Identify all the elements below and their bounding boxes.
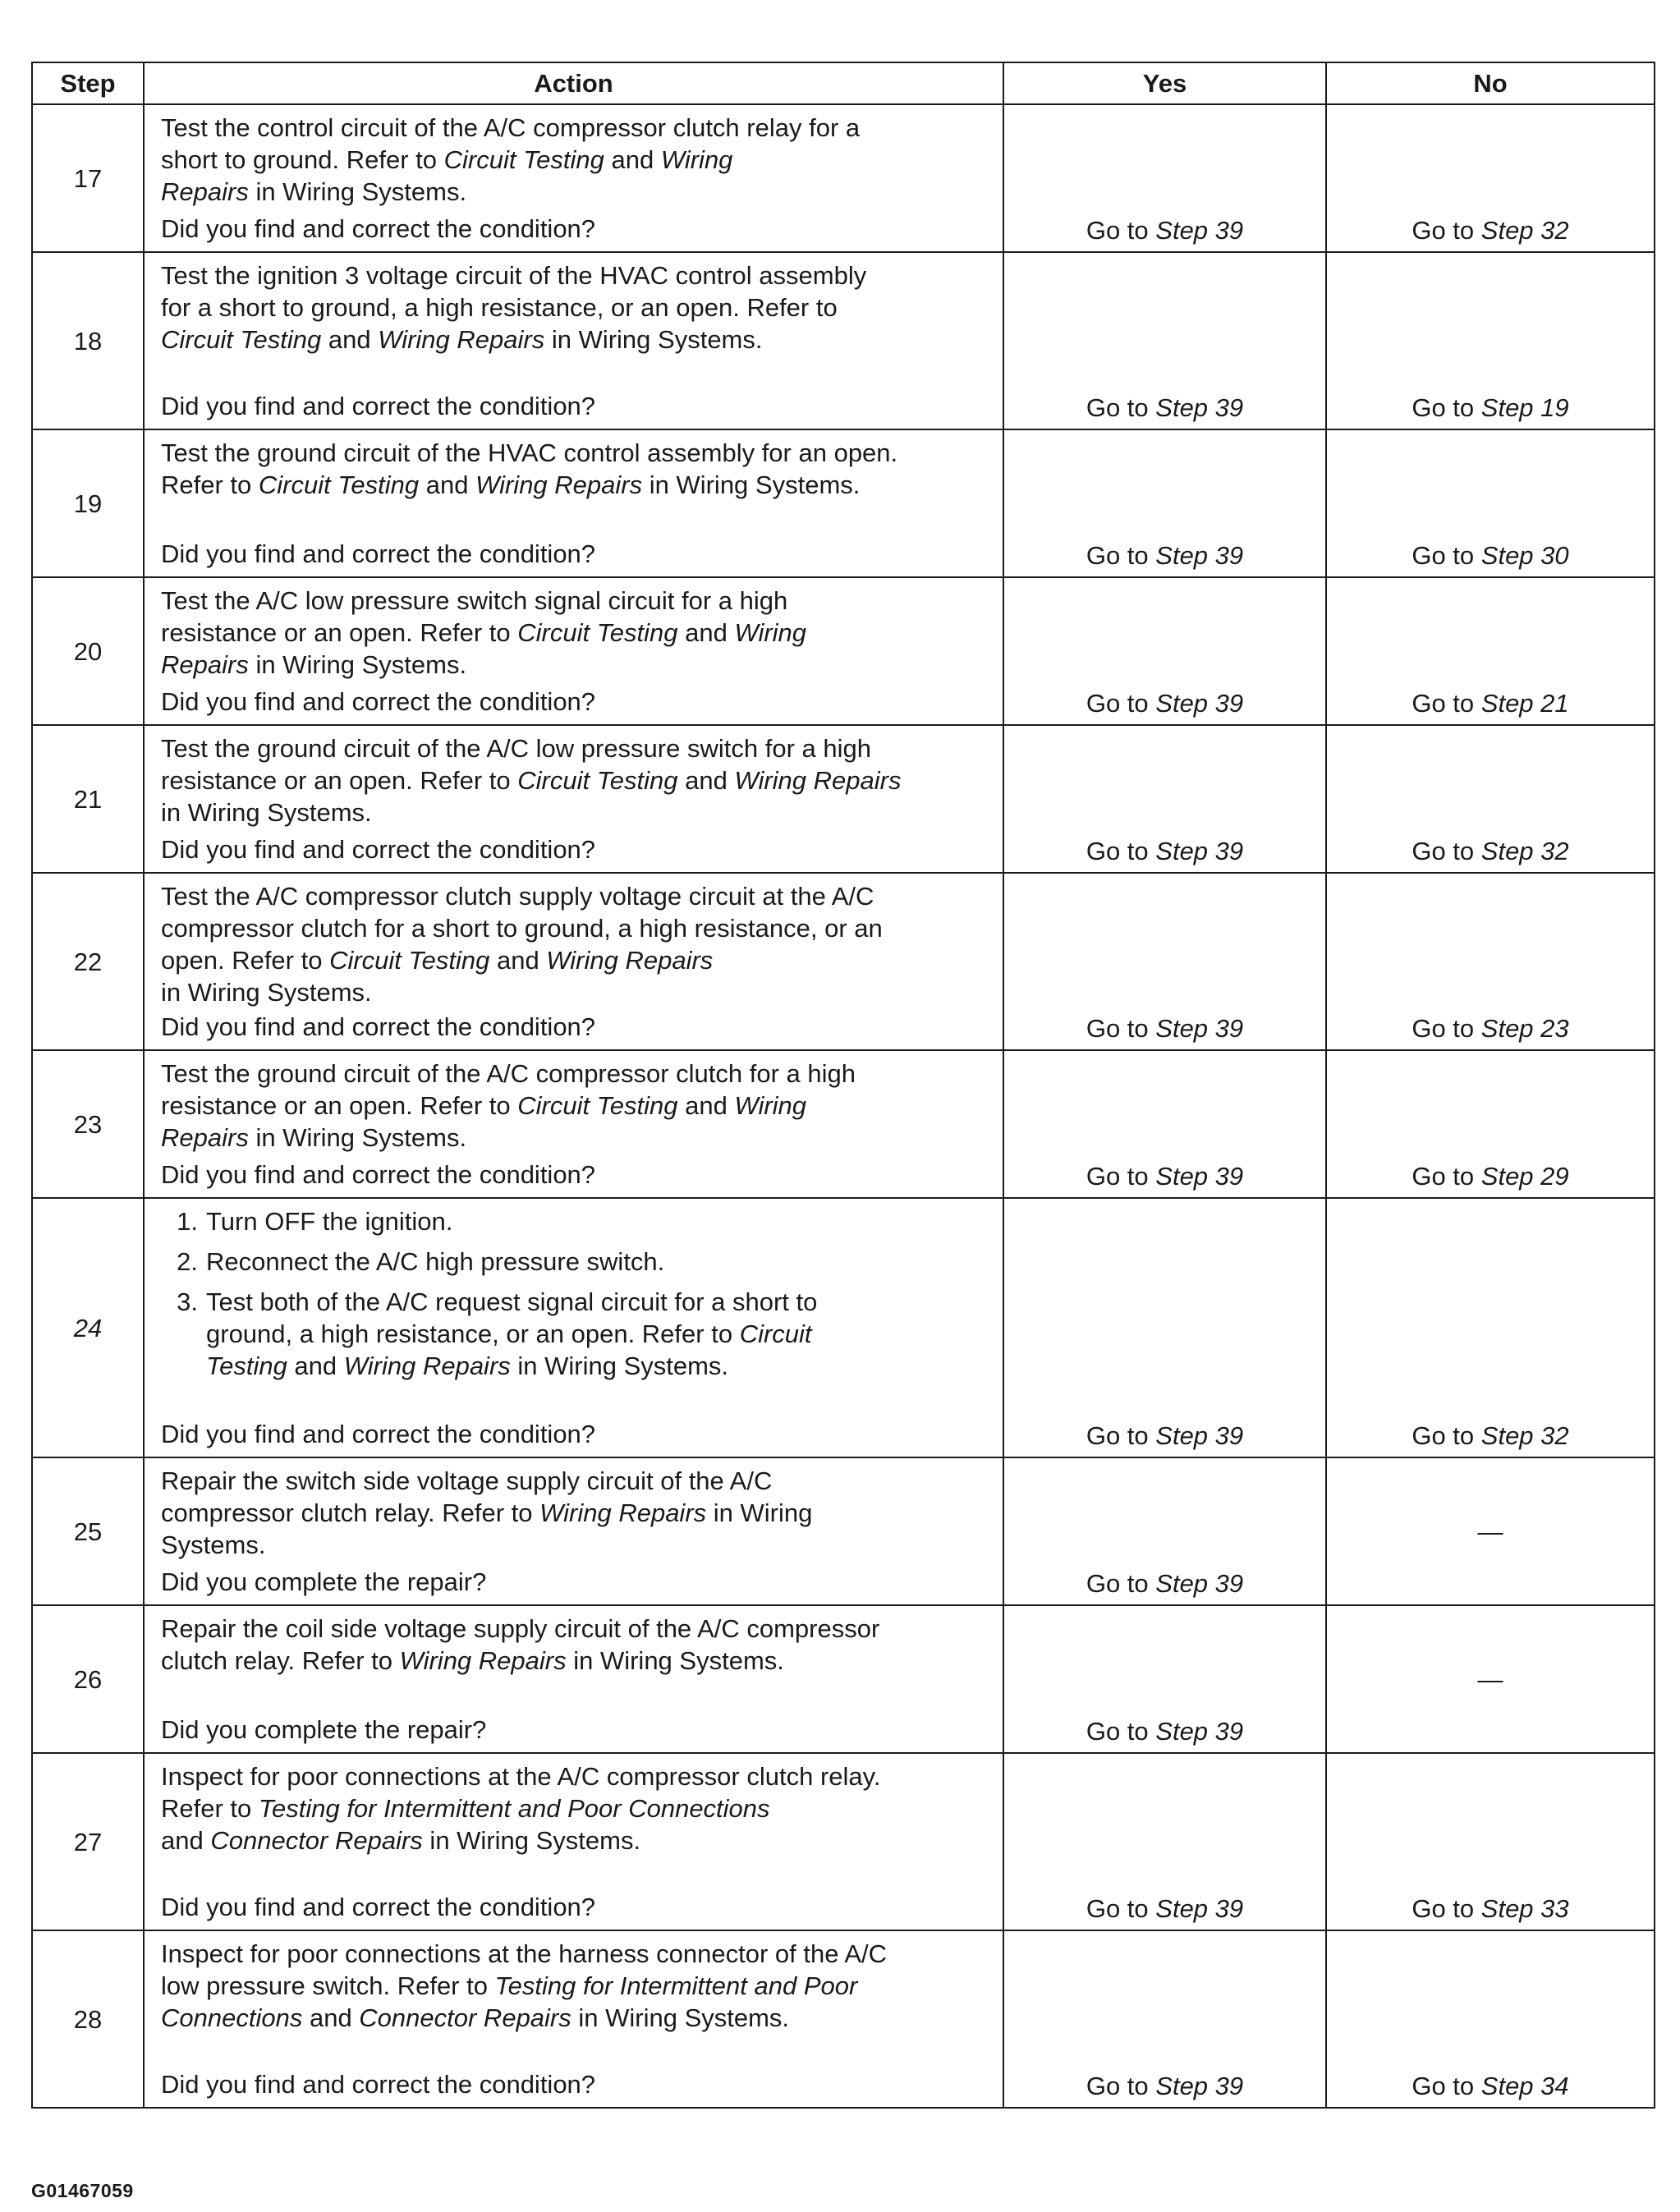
action-content xyxy=(145,726,1003,870)
no-goto-prefix: Go to xyxy=(1411,689,1481,718)
action-instruction: Test the A/C compressor clutch supply voltage circuit at the A/C compressor clutch for a short to ground, a high resistance, or an open. Refer to Circuit Testing and Wiring Repairs in Wiring Systems. xyxy=(161,882,883,1007)
yes-step-reference[interactable]: Step 39 xyxy=(1155,1421,1244,1450)
yes-goto-prefix: Go to xyxy=(1086,1894,1156,1923)
substep xyxy=(161,1286,994,1382)
action-instruction: Test the ground circuit of the A/C low pressure switch for a high resistance or an open. Refer to Circuit Testing and Wiring Repairs in Wiring Systems. xyxy=(161,734,902,827)
yes-cell xyxy=(1003,873,1326,1050)
substep-text: Reconnect the A/C high pressure switch. xyxy=(206,1247,665,1276)
yes-goto-prefix: Go to xyxy=(1086,689,1156,718)
yes-step-reference[interactable]: Step 39 xyxy=(1155,837,1244,865)
action-question: Did you find and correct the condition? xyxy=(161,2070,596,2099)
action-instruction: Repair the coil side voltage supply circuit of the A/C compressor clutch relay. Refer to Wiring Repairs in Wiring Systems. xyxy=(161,1614,880,1675)
yes-step-reference[interactable]: Step 39 xyxy=(1155,216,1244,245)
diagnostic-table-page xyxy=(31,62,1654,2109)
action-instruction: Repair the switch side voltage supply circuit of the A/C compressor clutch relay. Refer to Wiring Repairs in Wiring Systems. xyxy=(161,1466,813,1559)
yes-step-reference[interactable]: Step 39 xyxy=(1155,689,1244,718)
no-not-applicable: — xyxy=(1326,1605,1655,1753)
header-step: Step xyxy=(32,62,144,104)
action-question: Did you find and correct the condition? xyxy=(161,539,596,568)
substep-text: Turn OFF the ignition. xyxy=(206,1207,453,1236)
yes-cell xyxy=(1003,1930,1326,2108)
action-instruction: Test the ground circuit of the HVAC control assembly for an open. Refer to Circuit Testing and Wiring Repairs in Wiring Systems. xyxy=(161,438,898,499)
substep xyxy=(161,1246,994,1278)
table-row xyxy=(32,1930,1655,2108)
action-instruction: Test the A/C low pressure switch signal circuit for a high resistance or an open. Refer to Circuit Testing and Wiring Repairs in Wiring Systems. xyxy=(161,586,807,679)
yes-step-reference[interactable]: Step 39 xyxy=(1155,1014,1244,1043)
step-number: 19 xyxy=(32,429,144,577)
no-cell xyxy=(1326,1050,1655,1198)
no-step-reference[interactable]: Step 21 xyxy=(1480,689,1569,718)
action-cell xyxy=(144,577,1003,725)
no-goto-prefix: Go to xyxy=(1411,393,1481,422)
no-step-reference[interactable]: Step 34 xyxy=(1480,2072,1569,2100)
action-cell xyxy=(144,104,1003,252)
yes-goto-prefix: Go to xyxy=(1086,1162,1156,1191)
yes-cell xyxy=(1003,577,1326,725)
substep-number: 1. xyxy=(177,1207,198,1236)
action-question: Did you find and correct the condition? xyxy=(161,392,596,420)
yes-goto-prefix: Go to xyxy=(1086,541,1156,570)
table-row xyxy=(32,725,1655,873)
action-cell xyxy=(144,1605,1003,1753)
yes-goto-prefix: Go to xyxy=(1086,2072,1156,2100)
action-content xyxy=(145,430,1003,575)
yes-step-reference[interactable]: Step 39 xyxy=(1155,1162,1244,1191)
action-question: Did you find and correct the condition? xyxy=(161,1012,596,1041)
yes-goto-prefix: Go to xyxy=(1086,837,1156,865)
yes-goto-prefix: Go to xyxy=(1086,1717,1156,1746)
no-step-reference[interactable]: Step 23 xyxy=(1480,1014,1569,1043)
no-step-reference[interactable]: Step 29 xyxy=(1480,1162,1569,1191)
action-cell xyxy=(144,1753,1003,1930)
step-number: 27 xyxy=(32,1753,144,1930)
action-cell xyxy=(144,1930,1003,2108)
yes-step-reference[interactable]: Step 39 xyxy=(1155,1569,1244,1598)
no-step-reference[interactable]: Step 32 xyxy=(1480,1421,1569,1450)
yes-cell xyxy=(1003,429,1326,577)
yes-goto-prefix: Go to xyxy=(1086,216,1156,245)
yes-step-reference[interactable]: Step 39 xyxy=(1155,541,1244,570)
action-cell xyxy=(144,252,1003,429)
yes-cell xyxy=(1003,1457,1326,1605)
action-cell xyxy=(144,1050,1003,1198)
no-step-reference[interactable]: Step 19 xyxy=(1480,393,1569,422)
no-step-reference[interactable]: Step 32 xyxy=(1480,216,1569,245)
yes-step-reference[interactable]: Step 39 xyxy=(1155,393,1244,422)
table-row xyxy=(32,577,1655,725)
no-not-applicable: — xyxy=(1326,1457,1655,1605)
step-number: 21 xyxy=(32,725,144,873)
yes-step-reference[interactable]: Step 39 xyxy=(1155,1717,1244,1746)
action-instruction: Test the ignition 3 voltage circuit of the HVAC control assembly for a short to ground, a high resistance, or an open. Refer to Circuit Testing and Wiring Repairs in Wiring Systems. xyxy=(161,261,867,354)
no-cell xyxy=(1326,1753,1655,1930)
table-row xyxy=(32,429,1655,577)
header-no: No xyxy=(1326,62,1655,104)
no-cell xyxy=(1326,725,1655,873)
action-content xyxy=(145,253,1003,427)
yes-goto-prefix: Go to xyxy=(1086,393,1156,422)
header-action: Action xyxy=(144,62,1003,104)
table-row xyxy=(32,873,1655,1050)
yes-goto-prefix: Go to xyxy=(1086,1569,1156,1598)
step-number: 17 xyxy=(32,104,144,252)
step-number: 26 xyxy=(32,1605,144,1753)
substep-number: 2. xyxy=(177,1247,198,1276)
yes-step-reference[interactable]: Step 39 xyxy=(1155,2072,1244,2100)
yes-cell xyxy=(1003,252,1326,429)
action-question: Did you find and correct the condition? xyxy=(161,1420,596,1448)
no-step-reference[interactable]: Step 33 xyxy=(1480,1894,1569,1923)
figure-code: G01467059 xyxy=(31,2180,134,2201)
action-instruction: Inspect for poor connections at the A/C compressor clutch relay. Refer to Testing for Intermittent and Poor Connections and Connector Repairs in Wiring Systems. xyxy=(161,1762,881,1855)
action-question: Did you complete the repair? xyxy=(161,1567,487,1596)
diagnostic-step-table xyxy=(31,62,1655,2109)
step-number: 23 xyxy=(32,1050,144,1198)
yes-cell xyxy=(1003,1198,1326,1457)
no-goto-prefix: Go to xyxy=(1411,541,1481,570)
yes-goto-prefix: Go to xyxy=(1086,1421,1156,1450)
action-instruction: Test the ground circuit of the A/C compressor clutch for a high resistance or an open. Refer to Circuit Testing and Wiring Repairs in Wiring Systems. xyxy=(161,1059,856,1152)
no-cell xyxy=(1326,104,1655,252)
no-goto-prefix: Go to xyxy=(1411,1162,1481,1191)
yes-cell xyxy=(1003,725,1326,873)
table-header-row xyxy=(32,62,1655,104)
no-cell xyxy=(1326,1930,1655,2108)
yes-step-reference[interactable]: Step 39 xyxy=(1155,1894,1244,1923)
table-body xyxy=(32,104,1655,2108)
no-goto-prefix: Go to xyxy=(1411,2072,1481,2100)
table-row xyxy=(32,1050,1655,1198)
action-question: Did you complete the repair? xyxy=(161,1715,487,1744)
no-goto-prefix: Go to xyxy=(1411,1894,1481,1923)
action-content xyxy=(145,874,1003,1048)
no-cell xyxy=(1326,429,1655,577)
yes-cell xyxy=(1003,1753,1326,1930)
no-cell xyxy=(1326,577,1655,725)
yes-goto-prefix: Go to xyxy=(1086,1014,1156,1043)
no-goto-prefix: Go to xyxy=(1411,837,1481,865)
action-instruction: Test the control circuit of the A/C compressor clutch relay for a short to ground. Refer to Circuit Testing and Wiring Repairs in Wiring Systems. xyxy=(161,113,861,206)
no-goto-prefix: Go to xyxy=(1411,1014,1481,1043)
action-content xyxy=(145,1051,1003,1195)
action-content xyxy=(145,105,1003,250)
table-row xyxy=(32,1198,1655,1457)
action-content xyxy=(145,1199,1003,1455)
yes-cell xyxy=(1003,1050,1326,1198)
substep xyxy=(161,1205,994,1237)
substep-list xyxy=(161,1205,994,1390)
yes-cell xyxy=(1003,104,1326,252)
substep-number: 3. xyxy=(177,1287,198,1316)
action-question: Did you find and correct the condition? xyxy=(161,214,596,243)
action-instruction: Inspect for poor connections at the harness connector of the A/C low pressure switch. Refer to Testing for Intermittent and Poor Connections and Connector Repairs in Wiring Systems. xyxy=(161,1939,888,2032)
action-cell xyxy=(144,725,1003,873)
action-question: Did you find and correct the condition? xyxy=(161,835,596,864)
step-number: 28 xyxy=(32,1930,144,2108)
table-row xyxy=(32,104,1655,252)
action-question: Did you find and correct the condition? xyxy=(161,687,596,716)
action-question: Did you find and correct the condition? xyxy=(161,1160,596,1189)
step-number: 20 xyxy=(32,577,144,725)
no-step-reference[interactable]: Step 32 xyxy=(1480,837,1569,865)
step-number: 24 xyxy=(32,1198,144,1457)
action-content xyxy=(145,1606,1003,1751)
table-row xyxy=(32,1753,1655,1930)
header-yes: Yes xyxy=(1003,62,1326,104)
no-cell xyxy=(1326,1198,1655,1457)
table-row xyxy=(32,1457,1655,1605)
action-content xyxy=(145,1458,1003,1603)
action-cell xyxy=(144,1198,1003,1457)
step-number: 22 xyxy=(32,873,144,1050)
no-cell xyxy=(1326,252,1655,429)
table-row xyxy=(32,252,1655,429)
table-row xyxy=(32,1605,1655,1753)
no-goto-prefix: Go to xyxy=(1411,216,1481,245)
no-cell xyxy=(1326,873,1655,1050)
substep-text: Test both of the A/C request signal circuit for a short to ground, a high resistance, or an open. Refer to Circuit Testing and Wiring Repairs in Wiring Systems. xyxy=(206,1287,818,1380)
action-content xyxy=(145,1754,1003,1928)
action-question: Did you find and correct the condition? xyxy=(161,1893,596,1921)
step-number: 18 xyxy=(32,252,144,429)
no-goto-prefix: Go to xyxy=(1411,1421,1481,1450)
action-cell xyxy=(144,873,1003,1050)
step-number: 25 xyxy=(32,1457,144,1605)
action-content xyxy=(145,1931,1003,2105)
no-step-reference[interactable]: Step 30 xyxy=(1480,541,1569,570)
action-cell xyxy=(144,429,1003,577)
yes-cell xyxy=(1003,1605,1326,1753)
action-cell xyxy=(144,1457,1003,1605)
action-content xyxy=(145,578,1003,723)
